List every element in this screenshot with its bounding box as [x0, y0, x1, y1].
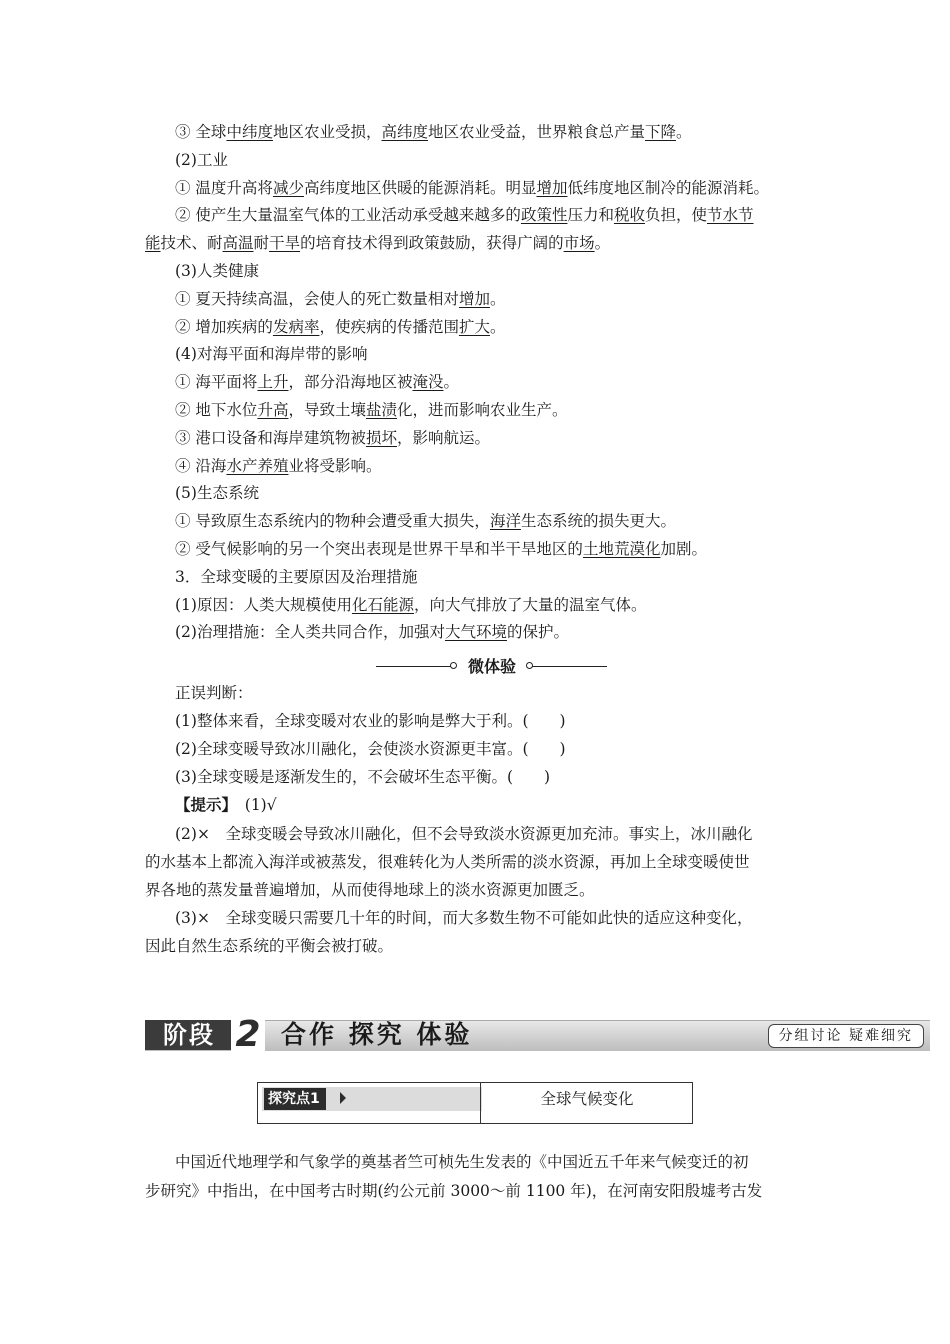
- underlined-answer: 盐渍: [365, 401, 397, 419]
- banner-tag: 分组讨论 疑难细究: [768, 1024, 924, 1048]
- text-run: ③ 港口设备和海岸建筑物被: [175, 428, 366, 447]
- text-run: 高纬度地区供暖的能源消耗。明显: [303, 178, 537, 197]
- text-run: ① 导致原生态系统内的物种会遭受重大损失，: [175, 512, 490, 531]
- text-run: 。: [489, 289, 506, 308]
- text-line: [175, 683, 815, 703]
- text-line: [175, 150, 815, 170]
- explore-topic: 全球气候变化: [540, 1090, 634, 1108]
- underlined-answer: 减少: [272, 178, 304, 197]
- underlined-answer: 损坏: [365, 428, 397, 447]
- underlined-answer: 税收: [613, 206, 645, 225]
- text-run: (3)全球变暖是逐渐发生的，不会破坏生态平衡。( ): [175, 768, 551, 787]
- divider-label: 微体验: [467, 657, 516, 676]
- text-line: [145, 880, 815, 900]
- text-run: ② 增加疾病的: [175, 317, 273, 336]
- text-line: [175, 567, 815, 587]
- text-line: [175, 595, 815, 615]
- text-run: 低纬度地区制冷的能源消耗。: [567, 178, 769, 197]
- text-run: 3．全球变暖的主要原因及治理措施: [175, 567, 418, 586]
- text-run: ，导致土壤: [288, 401, 366, 419]
- explore-point-tag: 探究点1: [264, 1088, 326, 1110]
- underlined-answer: 能: [145, 234, 161, 253]
- text-run: 。: [489, 317, 506, 336]
- text-run: 的培育技术得到政策鼓励，获得广阔的: [300, 234, 564, 253]
- underlined-answer: 淹没: [412, 373, 444, 392]
- text-run: ② 使产生大量温室气体的工业活动承受越来越多的: [175, 206, 521, 225]
- text-run: 加剧。: [660, 540, 707, 558]
- text-run: (5)生态系统: [175, 484, 259, 503]
- text-run: ② 地下水位: [175, 401, 258, 419]
- text-run: (2)治理措施：全人类共同合作，加强对: [175, 623, 445, 642]
- text-run: 。: [594, 234, 611, 253]
- divider-rule-left: [376, 666, 451, 667]
- text-run: (2)工业: [175, 150, 228, 169]
- text-run: ③ 全球: [175, 123, 227, 141]
- text-run: ② 受气候影响的另一个突出表现是世界干旱和半干旱地区的: [175, 540, 583, 558]
- text-line: [145, 233, 815, 253]
- text-run: (3)人类健康: [175, 262, 259, 280]
- divider-micro-experience: [376, 656, 606, 678]
- text-run: 界各地的蒸发量普遍增加，从而使得地球上的淡水资源更加匮乏。: [145, 880, 595, 899]
- underlined-answer: 增加: [536, 178, 568, 197]
- underlined-answer: 上升: [257, 373, 289, 392]
- text-run: 的水基本上都流入海洋或被蒸发，很难转化为人类所需的淡水资源，再加上全球变暖使世: [145, 852, 750, 871]
- text-line: [175, 483, 815, 503]
- underlined-answer: 高纬度: [381, 123, 428, 141]
- text-line: [175, 261, 815, 281]
- text-line: [175, 1152, 815, 1172]
- text-run: 压力和: [567, 206, 614, 225]
- text-line: [175, 205, 815, 225]
- text-run: 因此自然生态系统的平衡会被打破。: [145, 936, 394, 955]
- text-run: 化，进而影响农业生产。: [396, 401, 568, 419]
- underlined-answer: 水产养殖: [226, 456, 289, 475]
- text-run: 业将受影响。: [288, 456, 382, 475]
- text-line: [175, 539, 815, 559]
- underlined-answer: 发病率: [272, 317, 320, 336]
- text-line: [175, 511, 815, 531]
- explore-point-box: [257, 1082, 693, 1124]
- underlined-answer: 节水节: [707, 206, 754, 225]
- text-run: 。: [443, 373, 459, 392]
- banner-stage-label: 阶段: [145, 1020, 233, 1050]
- stage-banner: [145, 1014, 930, 1055]
- arrow-right-icon: [340, 1092, 346, 1104]
- underlined-answer: 政策性: [520, 206, 568, 225]
- text-line: [175, 908, 815, 928]
- text-run: 负担，使: [644, 206, 707, 225]
- text-line: [175, 344, 815, 364]
- text-line: [145, 936, 815, 956]
- text-run: 地区农业受益，世界粮食总产量: [427, 123, 645, 141]
- underlined-answer: 干旱: [269, 234, 301, 253]
- text-line: [175, 739, 815, 759]
- text-line: [175, 122, 815, 142]
- text-line: [175, 317, 815, 337]
- text-run: (4)对海平面和海岸带的影响: [175, 345, 368, 364]
- text-line: [175, 711, 815, 731]
- text-run: (3)× 全球变暖只需要几十年的时间，而大多数生物不可能如此快的适应这种变化，: [175, 908, 753, 927]
- text-line: [175, 456, 815, 476]
- underlined-answer: 化石能源: [351, 595, 414, 614]
- text-run: 生态系统的损失更大。: [520, 512, 676, 531]
- text-run: (1)√: [229, 796, 277, 815]
- text-line: [175, 795, 815, 815]
- text-run: (1)原因：人类大规模使用: [175, 595, 352, 614]
- text-run: ④ 沿海: [175, 456, 227, 475]
- text-run: 步研究》中指出，在中国考古时期(约公元前 3000～前 1100 年)，在河南安阳殷墟考古发: [145, 1182, 763, 1200]
- text-run: (1)整体来看，全球变暖对农业的影响是弊大于利。( ): [175, 712, 566, 731]
- text-run: (2)× 全球变暖会导致冰川融化，但不会导致淡水资源更加充沛。事实上，冰川融化: [175, 824, 753, 843]
- text-run: 耐: [253, 234, 270, 253]
- text-run: ① 夏天持续高温，会使人的死亡数量相对: [175, 289, 459, 308]
- text-run: 。: [676, 123, 692, 141]
- text-run: 正误判断：: [175, 684, 253, 702]
- banner-stage-number: 2: [231, 1016, 265, 1054]
- text-line: [175, 622, 815, 642]
- underlined-answer: 高温: [222, 234, 254, 253]
- text-line: [175, 289, 815, 309]
- underlined-answer: 大气环境: [444, 623, 507, 642]
- underlined-answer: 下降: [645, 123, 677, 141]
- divider-circle-left: [450, 662, 457, 669]
- underlined-answer: 市场: [563, 234, 595, 253]
- underlined-answer: 土地荒漠化: [582, 540, 661, 558]
- text-run: ，向大气排放了大量的温室气体。: [413, 595, 647, 614]
- banner-title: 合作 探究 体验: [281, 1020, 473, 1049]
- text-run: ① 温度升高将: [175, 178, 273, 197]
- text-line: [175, 428, 815, 448]
- text-run: 【提示】: [175, 795, 230, 815]
- text-run: ，使疾病的传播范围: [319, 317, 459, 336]
- text-line: [145, 852, 815, 872]
- text-line: [175, 824, 815, 844]
- underlined-answer: 升高: [257, 401, 289, 419]
- underlined-answer: 中纬度: [226, 123, 273, 141]
- text-run: ① 海平面将: [175, 373, 258, 392]
- underlined-answer: 增加: [458, 289, 490, 308]
- text-line: [145, 1181, 815, 1201]
- underlined-answer: 扩大: [458, 317, 490, 336]
- text-run: 技术、耐: [160, 234, 223, 253]
- underlined-answer: 海洋: [489, 512, 521, 531]
- text-run: 的保护。: [506, 623, 569, 642]
- text-run: (2)全球变暖导致冰川融化，会使淡水资源更丰富。( ): [175, 740, 566, 759]
- divider-rule-right: [532, 666, 607, 667]
- text-line: [175, 400, 815, 420]
- text-run: ，影响航运。: [396, 428, 490, 447]
- text-line: [175, 767, 815, 787]
- text-line: [175, 372, 815, 392]
- text-run: 中国近代地理学和气象学的奠基者竺可桢先生发表的《中国近五千年来气候变迁的初: [175, 1153, 749, 1171]
- text-run: ，部分沿海地区被: [288, 373, 413, 392]
- text-run: 地区农业受损，: [272, 123, 382, 141]
- text-line: [175, 178, 815, 198]
